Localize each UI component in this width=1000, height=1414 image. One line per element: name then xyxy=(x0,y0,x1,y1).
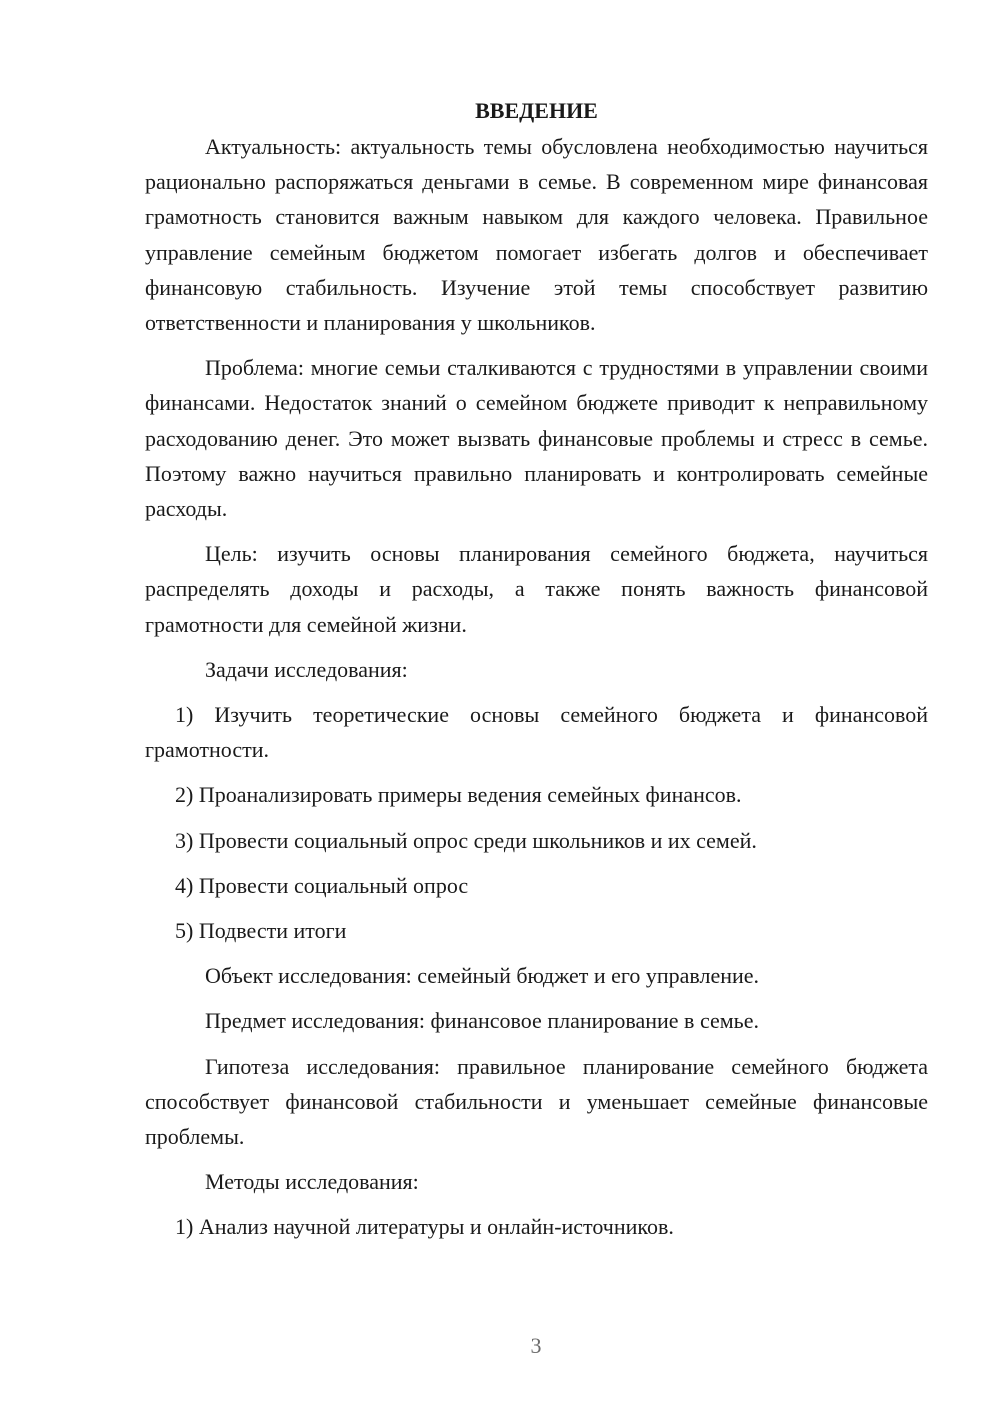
task-item: 5) Подвести итоги xyxy=(175,918,347,944)
document-page xyxy=(145,93,928,1255)
methods-heading: Методы исследования: xyxy=(205,1169,419,1195)
research-subject: Предмет исследования: финансовое планирование в семье. xyxy=(205,1008,759,1034)
problem-paragraph: Проблема: многие семьи сталкиваются с трудностями в управлении своими финансами. Недостаток знаний о семейном бюджете приводит к неправильному расходованию денег. Это может вызвать финансовые проблемы и стресс в семье. Поэтому важно научиться правильно планировать и контролировать семейные расходы. xyxy=(145,355,928,522)
relevance-paragraph: Актуальность: актуальность темы обусловлена необходимостью научиться рационально распоряжаться деньгами в семье. В современном мире финансовая грамотность становится важным навыком для каждого человека. Правильное управление семейным бюджетом помогает избегать долгов и обеспечивает финансовую стабильность. Изучение этой темы способствует развитию ответственности и планирования у школьников. xyxy=(145,134,928,336)
method-item: 1) Анализ научной литературы и онлайн-источников. xyxy=(175,1214,674,1240)
goal-paragraph: Цель: изучить основы планирования семейного бюджета, научиться распределять доходы и расходы, а также понять важность финансовой грамотности для семейной жизни. xyxy=(145,541,928,637)
task-item: 2) Проанализировать примеры ведения семейных финансов. xyxy=(175,782,742,808)
page-number: 3 xyxy=(530,1333,542,1358)
tasks-heading: Задачи исследования: xyxy=(205,656,408,682)
task-item: 1) Изучить теоретические основы семейного бюджета и финансовой грамотности. xyxy=(145,702,928,763)
task-item: 4) Провести социальный опрос xyxy=(175,872,469,898)
hypothesis-paragraph: Гипотеза исследования: правильное планирование семейного бюджета способствует финансовой стабильности и уменьшает семейные финансовые проблемы. xyxy=(145,1053,928,1150)
research-object: Объект исследования: семейный бюджет и его управление. xyxy=(205,963,760,989)
section-title: ВВЕДЕНИЕ xyxy=(475,98,598,123)
task-item: 3) Провести социальный опрос среди школьников и их семей. xyxy=(175,827,757,853)
